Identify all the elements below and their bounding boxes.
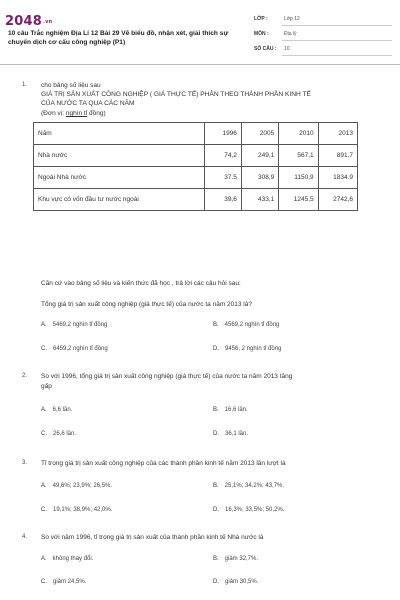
table-row xyxy=(34,167,358,189)
option-letter: A. xyxy=(41,407,47,413)
table-header-row xyxy=(34,123,358,145)
answer-option-a[interactable] xyxy=(41,322,107,328)
table-cell: 39,6 xyxy=(204,189,241,211)
page-title: 10 câu Trắc nghiệm Địa Lí 12 Bài 29 Vẽ biểu đồ, nhận xét, giải thích sự chuyển dịch cơ cấu công nghiệp (P1) xyxy=(8,30,229,46)
logo-suffix: .vn xyxy=(42,18,53,25)
option-letter: A. xyxy=(41,556,47,562)
option-text: 6,6 lần. xyxy=(52,407,73,413)
option-text: giảm 24,5%. xyxy=(53,579,87,585)
question-number: 3. xyxy=(22,460,28,466)
table-cell: 891,7 xyxy=(318,145,357,167)
table-header-cell: 2010 xyxy=(279,123,318,145)
answer-option-a[interactable] xyxy=(41,556,93,562)
header-divider xyxy=(0,64,400,65)
meta-label: MÔN : xyxy=(254,31,269,37)
table-unit xyxy=(41,109,106,118)
option-text: 19,1%; 38,9%; 42,0%. xyxy=(53,507,113,513)
question-text: Tổng giá trị sản xuất công nghiệp (giá thực tế) của nước ta năm 2013 là? xyxy=(41,301,252,308)
question-text: Tỉ trọng giá trị sản xuất công nghiệp của các thành phần kinh tế năm 2013 lần lượt là xyxy=(41,460,286,467)
unit-link[interactable]: nghìn tỉ xyxy=(65,110,88,117)
table-cell: 567,1 xyxy=(279,145,318,167)
option-letter: D. xyxy=(213,346,219,352)
option-text: 25,1%; 34,2%; 43,7%. xyxy=(224,483,285,489)
meta-value: 10 xyxy=(284,46,290,52)
divider xyxy=(282,40,392,41)
meta-so-cau xyxy=(254,46,394,58)
option-letter: C. xyxy=(41,507,47,513)
answer-option-b[interactable] xyxy=(213,322,279,328)
answer-option-c[interactable] xyxy=(41,431,76,437)
option-letter: B. xyxy=(213,322,219,328)
option-text: 16,6 lần. xyxy=(224,407,248,413)
answer-option-b[interactable] xyxy=(213,556,258,562)
divider xyxy=(282,25,392,26)
table-cell: 2742,6 xyxy=(318,189,357,211)
table-cell: Ngoài Nhà nước xyxy=(34,167,205,189)
answer-option-c[interactable] xyxy=(41,579,86,585)
option-text: giảm 32,7%. xyxy=(224,556,259,562)
answer-option-a[interactable] xyxy=(41,483,112,489)
question-text-cont: gấp xyxy=(41,383,52,390)
table-cell: 308,9 xyxy=(241,167,278,189)
question-number: 1. xyxy=(22,82,28,88)
option-text: 36,1 lần. xyxy=(225,431,249,437)
option-text: 4569,2 nghìn tỉ đồng xyxy=(224,322,280,328)
table-row xyxy=(34,189,358,211)
answer-option-c[interactable] xyxy=(41,507,112,513)
table-cell: 74,2 xyxy=(204,145,241,167)
meta-label: SỐ CÂU : xyxy=(254,46,277,52)
answer-option-d[interactable] xyxy=(213,346,281,352)
table-header-cell: 2013 xyxy=(318,123,357,145)
option-letter: C. xyxy=(41,579,47,585)
option-letter: B. xyxy=(213,483,219,489)
option-text: không thay đổi. xyxy=(52,556,94,562)
data-table xyxy=(33,122,358,211)
answer-option-c[interactable] xyxy=(41,346,108,352)
table-cell: 1834.9 xyxy=(318,167,357,189)
table-cell: 37.5 xyxy=(204,167,241,189)
option-text: 6459,2 nghìn tỉ đồng xyxy=(53,346,108,352)
table-cell: 433,1 xyxy=(241,189,278,211)
table-cell: Nhà nước xyxy=(34,145,205,167)
question-number: 4. xyxy=(22,534,28,540)
table-cell: 1245,5 xyxy=(279,189,318,211)
option-text: giảm 30,5%. xyxy=(225,579,259,585)
instruction-text: Căn cứ vào bảng số liệu và kiến thức đã học , trả lời các câu hỏi sau: xyxy=(41,280,241,287)
meta-label: LỚP : xyxy=(254,16,268,22)
table-intro: cho bảng số liệu sau xyxy=(41,82,101,89)
meta-value: Địa lý xyxy=(284,31,297,37)
table-row xyxy=(34,145,358,167)
logo-text: 2048 xyxy=(5,14,42,29)
question-text: So với 1996, tổng giá trị sản xuất công nghiệp (giá thực tế) của nước ta năm 2013 tăng xyxy=(41,373,293,380)
table-title-line2: CỦA NƯỚC TA QUA CÁC NĂM xyxy=(41,100,135,107)
divider xyxy=(282,55,392,56)
answer-option-b[interactable] xyxy=(213,407,248,413)
meta-value: Lớp 12 xyxy=(284,16,300,22)
unit-prefix: (Đơn vị: xyxy=(41,110,66,117)
option-text: 49,6%; 23,9%; 26,5%. xyxy=(52,483,113,489)
meta-mon xyxy=(254,31,394,43)
answer-option-d[interactable] xyxy=(213,431,248,437)
option-text: 26,6 lần. xyxy=(53,431,77,437)
answer-option-a[interactable] xyxy=(41,407,72,413)
option-letter: C. xyxy=(41,346,47,352)
table-header-cell: Năm xyxy=(34,123,205,145)
option-letter: D. xyxy=(213,579,219,585)
unit-suffix: đồng) xyxy=(87,110,106,117)
option-letter: A. xyxy=(41,322,47,328)
question-text: So với năm 1996, tỉ trọng giá trị sản xuất của thành phần kinh tế Nhà nước là xyxy=(41,534,264,541)
table-cell: 249,1 xyxy=(241,145,278,167)
site-logo[interactable] xyxy=(5,14,52,29)
option-letter: D. xyxy=(213,431,219,437)
table-header-cell: 2005 xyxy=(241,123,278,145)
table-cell: 1150,9 xyxy=(279,167,318,189)
option-letter: B. xyxy=(213,407,219,413)
table-header-cell: 1996 xyxy=(204,123,241,145)
answer-option-d[interactable] xyxy=(213,579,258,585)
question-number: 2. xyxy=(22,373,28,379)
table-cell: Khu vực có vốn đầu tư nước ngoài xyxy=(34,189,205,211)
option-letter: C. xyxy=(41,431,47,437)
table-title-line1: GIÁ TRỊ SẢN XUẤT CÔNG NGHIỆP ( GIÁ THỰC TẾ) PHÂN THEO THÀNH PHẦN KINH TẾ xyxy=(41,91,311,98)
option-letter: A. xyxy=(41,483,47,489)
meta-lop xyxy=(254,16,394,28)
option-text: 9456, 2 nghìn tỉ đồng xyxy=(225,346,282,352)
answer-option-b[interactable] xyxy=(213,483,284,489)
option-letter: D. xyxy=(213,507,219,513)
answer-option-d[interactable] xyxy=(213,507,284,513)
option-letter: B. xyxy=(213,556,219,562)
option-text: 5469,2 nghìn tỉ đồng xyxy=(52,322,108,328)
option-text: 16,3%; 33,5%; 50,2%. xyxy=(225,507,285,513)
